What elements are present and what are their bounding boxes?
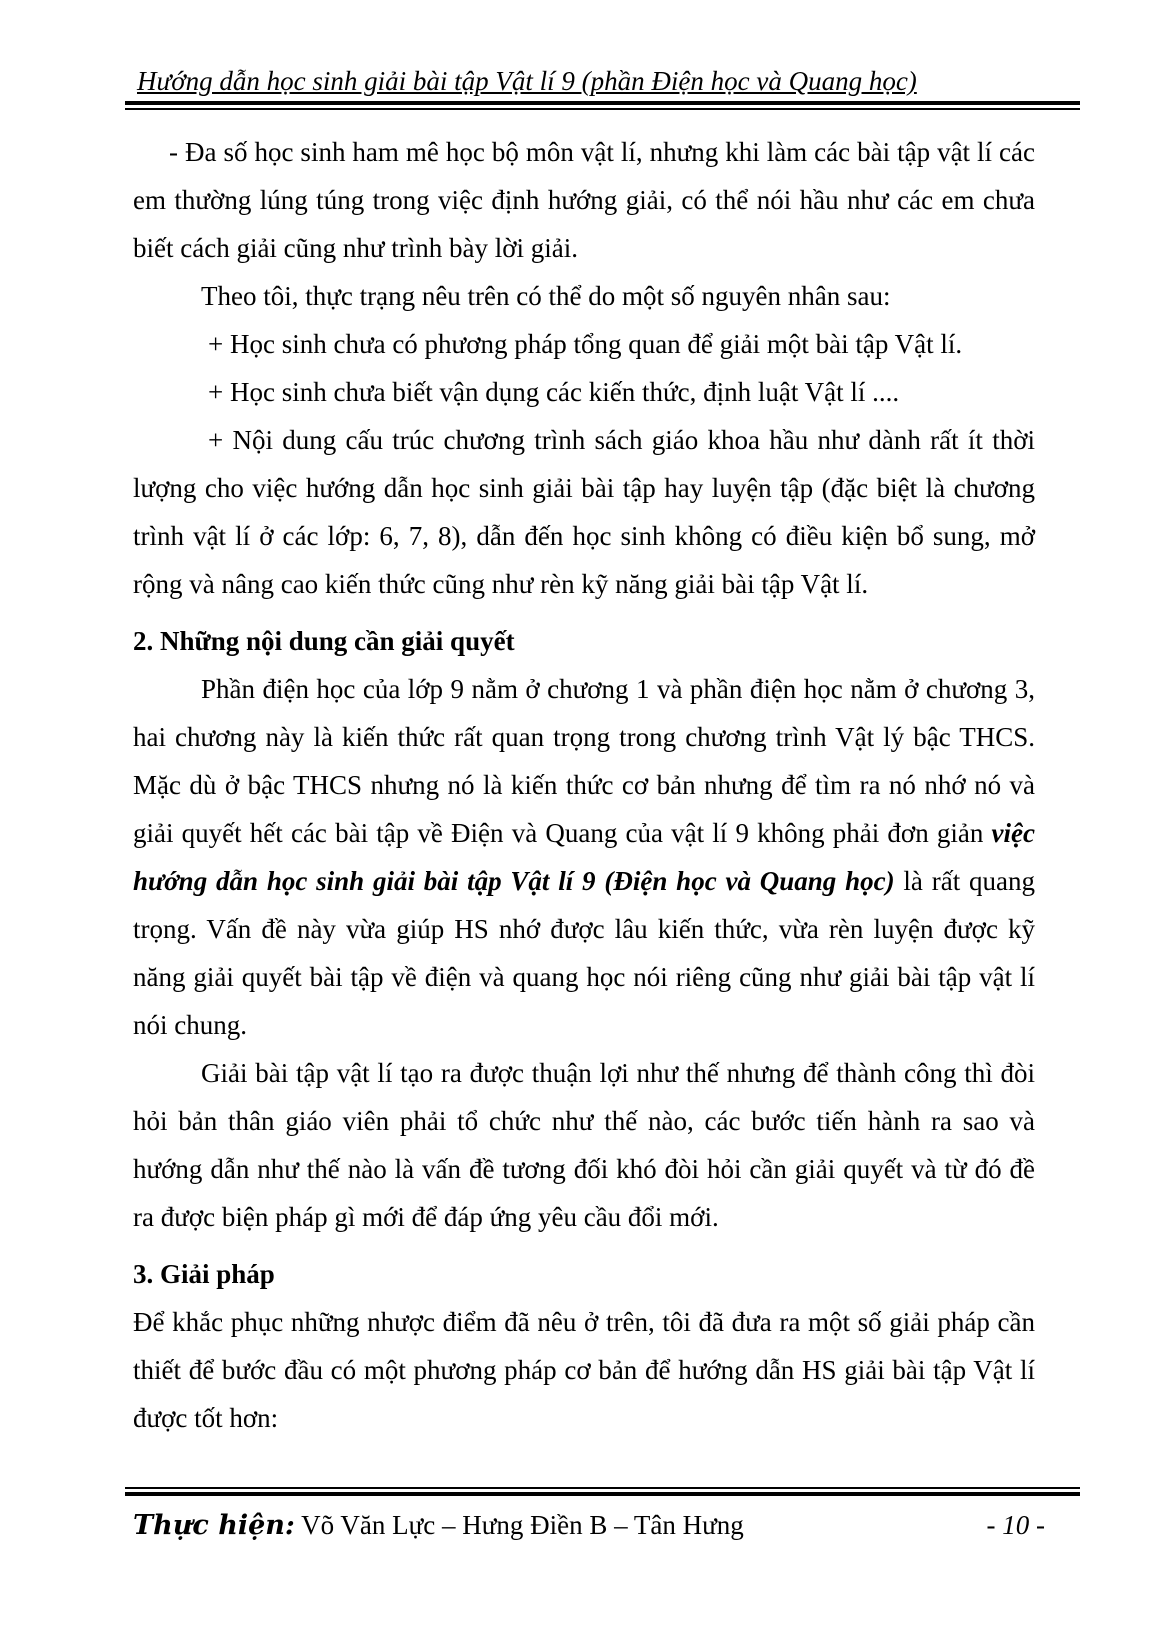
header-title: Hướng dẫn học sinh giải bài tập Vật lí 9 (phần Điện học và Quang học)	[137, 66, 917, 96]
bullet-reason-1: + Học sinh chưa có phương pháp tổng quan để giải một bài tập Vật lí.	[208, 329, 963, 359]
paragraph-content-overview-text-2: là rất quang trọng. Vấn đề này vừa giúp HS nhớ được lâu kiến thức, vừa rèn luyện được kỹ năng giải quyết bài tập về điện và quang học nói riêng cũng như giải bài tập vật lí nói chung.	[133, 866, 1035, 1040]
header-rule-thin-line	[125, 108, 1080, 110]
header-rule-thick-line	[125, 101, 1080, 105]
paragraph-teacher-organization: Giải bài tập vật lí tạo ra được thuận lợi như thế nhưng để thành công thì đòi hỏi bản thân giáo viên phải tổ chức như thế nào, các bước tiến hành ra sao và hướng dẫn như thế nào là vấn đề tương đối khó đòi hỏi cần giải quyết và từ đó đề ra được biện pháp gì mới để đáp ứng yêu cầu đổi mới.	[133, 1058, 1035, 1232]
footer-rule	[125, 1487, 1080, 1496]
footer-authors: Võ Văn Lực – Hưng Điền B – Tân Hưng	[294, 1510, 744, 1540]
paragraph-content-overview	[133, 665, 1035, 1049]
paragraph-reasons-intro: Theo tôi, thực trạng nêu trên có thể do một số nguyên nhân sau:	[201, 281, 891, 311]
footer-rule-thin-line	[125, 1487, 1080, 1489]
paragraph-content-overview-text-1: Phần điện học của lớp 9 nằm ở chương 1 và phần điện học nằm ở chương 3, hai chương này là kiến thức rất quan trọng trong chương trình Vật lý bậc THCS. Mặc dù ở bậc THCS nhưng nó là kiến thức cơ bản nhưng để tìm ra nó nhớ nó và giải quyết hết các bài tập về Điện và Quang của vật lí 9 không phải đơn giản	[133, 674, 1035, 848]
footer-rule-thick-line	[125, 1492, 1080, 1496]
document-body	[133, 128, 1035, 1442]
footer-label: Thực hiện:	[133, 1510, 295, 1541]
page-footer	[133, 1501, 1045, 1550]
paragraph-students-difficulty: - Đa số học sinh ham mê học bộ môn vật lí, nhưng khi làm các bài tập vật lí các em thường lúng túng trong việc định hướng giải, có thể nói hầu như các em chưa biết cách giải cũng như trình bày lời giải.	[133, 137, 1035, 263]
paragraph-content-overview-emphasis: việc hướng dẫn học sinh giải bài tập Vật lí 9 (Điện học và Quang học)	[133, 818, 1035, 896]
header-rule	[125, 101, 1080, 110]
section-heading-3: 3. Giải pháp	[133, 1259, 275, 1289]
section-heading-2: 2. Những nội dung cần giải quyết	[133, 626, 515, 656]
paragraph-solutions-intro: Để khắc phục những nhược điểm đã nêu ở trên, tôi đã đưa ra một số giải pháp cần thiết để bước đầu có một phương pháp cơ bản để hướng dẫn HS giải bài tập Vật lí được tốt hơn:	[133, 1307, 1035, 1433]
bullet-reason-3: + Nội dung cấu trúc chương trình sách giáo khoa hầu như dành rất ít thời lượng cho việc hướng dẫn học sinh giải bài tập hay luyện tập (đặc biệt là chương trình vật lí ở các lớp: 6, 7, 8), dẫn đến học sinh không có điều kiện bổ sung, mở rộng và nâng cao kiến thức cũng như rèn kỹ năng giải bài tập Vật lí.	[133, 425, 1035, 599]
footer-page-number: - 10 -	[986, 1510, 1045, 1540]
bullet-reason-2: + Học sinh chưa biết vận dụng các kiến thức, định luật Vật lí ....	[208, 377, 900, 407]
